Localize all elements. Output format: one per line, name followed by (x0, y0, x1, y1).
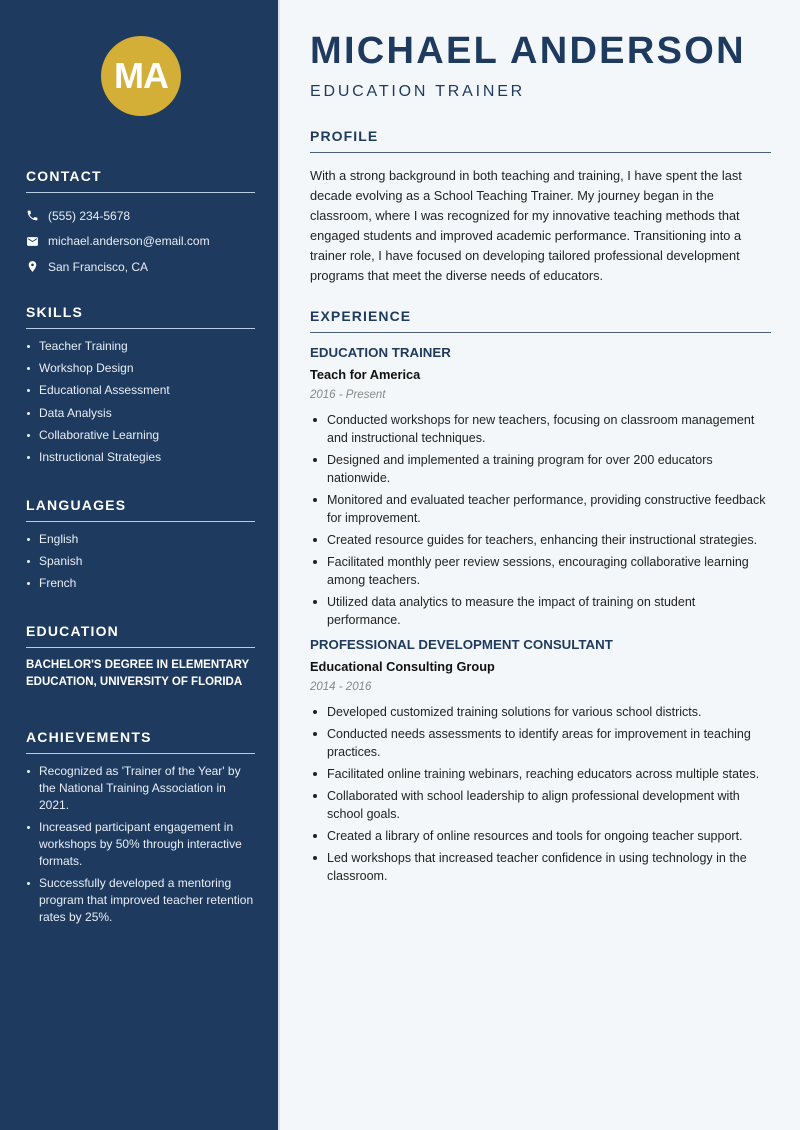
job-bullet: Utilized data analytics to measure the impact of training on student performance. (310, 593, 771, 629)
sidebar (0, 0, 280, 1130)
job-entry (310, 345, 771, 629)
profile-section (310, 128, 771, 286)
job-bullet: Led workshops that increased teacher confidence in using technology in the classroom. (310, 849, 771, 885)
job-bullets (310, 411, 771, 629)
languages-list (26, 531, 255, 592)
location-icon (26, 260, 39, 273)
job-bullet: Monitored and evaluated teacher performance, providing constructive feedback for improvement. (310, 491, 771, 527)
skill-item: Collaborative Learning (26, 427, 255, 444)
contact-list (26, 203, 255, 280)
contact-email (26, 229, 255, 255)
education-section (26, 623, 255, 691)
experience-section (310, 308, 771, 889)
main-content (280, 0, 800, 1130)
job-bullet: Created resource guides for teachers, enhancing their instructional strategies. (310, 531, 771, 549)
skills-list (26, 338, 255, 466)
achievement-item: Successfully developed a mentoring program that improved teacher retention rates by 25%. (26, 875, 255, 926)
skill-item: Educational Assessment (26, 382, 255, 399)
job-bullet: Created a library of online resources and tools for ongoing teacher support. (310, 827, 771, 845)
contact-heading: CONTACT (26, 168, 255, 193)
job-date: 2016 - Present (310, 389, 386, 401)
job-company: Teach for America (310, 367, 421, 382)
achievements-heading: ACHIEVEMENTS (26, 729, 255, 754)
job-bullet: Developed customized training solutions for various school districts. (310, 703, 771, 721)
skill-item: Teacher Training (26, 338, 255, 355)
phone-text: (555) 234-5678 (48, 208, 131, 223)
achievements-list (26, 763, 255, 926)
skills-heading: SKILLS (26, 304, 255, 329)
achievements-section (26, 729, 255, 932)
contact-section (26, 168, 255, 280)
language-item: French (26, 575, 255, 592)
email-text: michael.anderson@email.com (48, 234, 210, 249)
profile-text: With a strong background in both teaching and training, I have spent the last decade evolving as a School Teaching Trainer. My journey began in the classroom, where I was recognized for my innovative teaching methods that engaged students and improved academic performance. Transitioning into a trainer role, I have focused on developing tailored professional development programs that meet the diverse needs of educators. (310, 168, 742, 283)
job-date: 2014 - 2016 (310, 681, 372, 693)
contact-phone (26, 203, 255, 229)
languages-heading: LANGUAGES (26, 497, 255, 522)
job-company: Educational Consulting Group (310, 659, 495, 674)
email-icon (26, 235, 39, 248)
achievement-item: Recognized as 'Trainer of the Year' by the National Training Association in 2021. (26, 763, 255, 814)
job-bullet: Conducted workshops for new teachers, focusing on classroom management and instructional techniques. (310, 411, 771, 447)
education-heading: EDUCATION (26, 623, 255, 648)
skill-item: Instructional Strategies (26, 449, 255, 466)
experience-heading: EXPERIENCE (310, 308, 771, 333)
job-bullet: Facilitated online training webinars, reaching educators across multiple states. (310, 765, 771, 783)
profile-heading: PROFILE (310, 128, 771, 153)
contact-location (26, 254, 255, 280)
job-bullet: Collaborated with school leadership to align professional development with school goals. (310, 787, 771, 823)
job-bullets (310, 703, 771, 885)
skill-item: Data Analysis (26, 405, 255, 422)
language-item: Spanish (26, 553, 255, 570)
job-bullet: Designed and implemented a training program for over 200 educators nationwide. (310, 451, 771, 487)
job-entry (310, 637, 771, 885)
candidate-name: MICHAEL ANDERSON (310, 30, 746, 72)
education-degree: BACHELOR'S DEGREE IN ELEMENTARY EDUCATION, UNIVERSITY OF FLORIDA (26, 659, 249, 688)
phone-icon (26, 209, 39, 222)
job-bullet: Conducted needs assessments to identify areas for improvement in teaching practices. (310, 725, 771, 761)
achievement-item: Increased participant engagement in workshops by 50% through interactive formats. (26, 819, 255, 870)
language-item: English (26, 531, 255, 548)
avatar (101, 36, 181, 116)
skill-item: Workshop Design (26, 360, 255, 377)
job-title: PROFESSIONAL DEVELOPMENT CONSULTANT (310, 637, 613, 652)
languages-section (26, 497, 255, 598)
job-title: EDUCATION TRAINER (310, 345, 451, 360)
skills-section (26, 304, 255, 471)
candidate-title: EDUCATION TRAINER (310, 83, 526, 100)
location-text: San Francisco, CA (48, 259, 149, 274)
avatar-initials: MA (114, 55, 168, 96)
job-bullet: Facilitated monthly peer review sessions, encouraging collaborative learning among teachers. (310, 553, 771, 589)
